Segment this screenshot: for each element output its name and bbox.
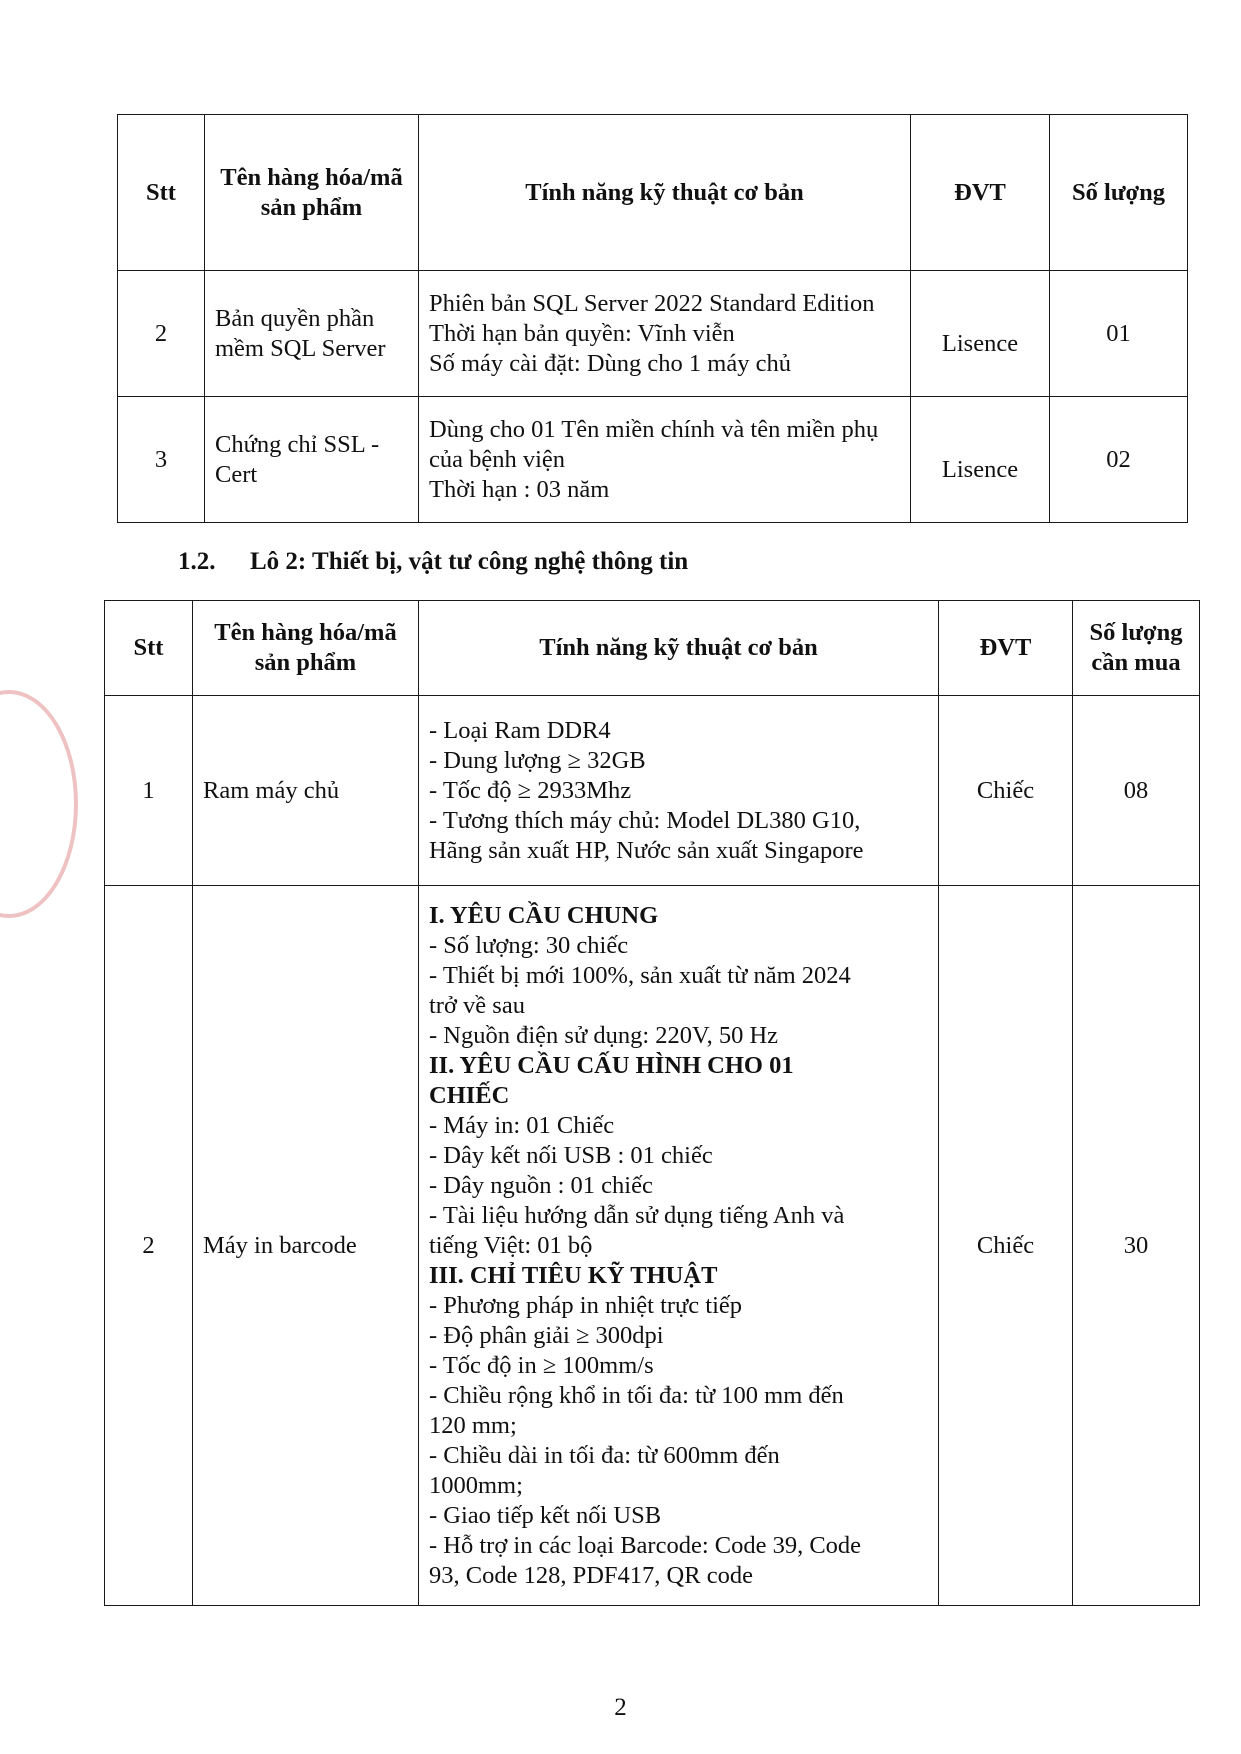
spec-line: - Máy in: 01 Chiếc xyxy=(429,1111,615,1139)
spec-line: tiếng Việt: 01 bộ xyxy=(429,1231,593,1259)
spec-heading: I. YÊU CẦU CHUNG xyxy=(429,901,659,929)
spec-line: Hãng sản xuất HP, Nước sản xuất Singapore xyxy=(429,836,864,864)
row-product-name: Máy in barcode xyxy=(193,886,419,1606)
spec-line: - Loại Ram DDR4 xyxy=(429,716,611,744)
spec-line: - Tốc độ ≥ 2933Mhz xyxy=(429,776,632,804)
header-product-name: Tên hàng hóa/mã sản phẩm xyxy=(193,601,419,696)
spec-line: - Số lượng: 30 chiếc xyxy=(429,931,629,959)
spec-line: Thời hạn bản quyền: Vĩnh viễn xyxy=(429,319,735,347)
header-unit: ĐVT xyxy=(939,601,1073,696)
section-number: 1.2. xyxy=(178,548,216,575)
row-stt: 2 xyxy=(105,886,193,1606)
row-specifications xyxy=(419,886,939,1606)
row-stt: 2 xyxy=(118,271,205,397)
spec-line: - Thiết bị mới 100%, sản xuất từ năm 2024 xyxy=(429,961,851,989)
row-quantity: 02 xyxy=(1050,397,1188,523)
header-specifications: Tính năng kỹ thuật cơ bản xyxy=(419,601,939,696)
header-specifications: Tính năng kỹ thuật cơ bản xyxy=(419,115,911,271)
section-title: Lô 2: Thiết bị, vật tư công nghệ thông tin xyxy=(250,548,689,575)
row-quantity: 01 xyxy=(1050,271,1188,397)
row-specifications xyxy=(419,696,939,886)
spec-line: Số máy cài đặt: Dùng cho 1 máy chủ xyxy=(429,349,791,377)
spec-line: 1000mm; xyxy=(429,1471,523,1499)
spec-line: - Nguồn điện sử dụng: 220V, 50 Hz xyxy=(429,1021,779,1049)
row-unit: Chiếc xyxy=(939,886,1073,1606)
header-quantity: Số lượng xyxy=(1050,115,1188,271)
header-quantity: Số lượng cần mua xyxy=(1073,601,1200,696)
table-header-row xyxy=(105,601,1200,696)
spec-heading: III. CHỈ TIÊU KỸ THUẬT xyxy=(429,1261,718,1289)
spec-line: - Tài liệu hướng dẫn sử dụng tiếng Anh và xyxy=(429,1201,845,1229)
spec-heading: II. YÊU CẦU CẤU HÌNH CHO 01 xyxy=(429,1051,794,1079)
row-product-name: Bản quyền phần mềm SQL Server xyxy=(205,271,419,397)
spec-line: - Chiều rộng khổ in tối đa: từ 100 mm đến xyxy=(429,1381,844,1409)
spec-line: - Dây nguồn : 01 chiếc xyxy=(429,1171,653,1199)
row-quantity: 08 xyxy=(1073,696,1200,886)
spec-heading: CHIẾC xyxy=(429,1081,510,1109)
spec-line: của bệnh viện xyxy=(429,445,566,473)
header-unit: ĐVT xyxy=(911,115,1050,271)
spec-line: - Hỗ trợ in các loại Barcode: Code 39, Code xyxy=(429,1531,862,1559)
spec-line: 120 mm; xyxy=(429,1411,517,1439)
page-number: 2 xyxy=(614,1694,627,1721)
spec-line: - Tốc độ in ≥ 100mm/s xyxy=(429,1351,654,1379)
row-stt: 1 xyxy=(105,696,193,886)
spec-line: trở về sau xyxy=(429,991,525,1019)
spec-line: Dùng cho 01 Tên miền chính và tên miền phụ xyxy=(429,415,879,443)
row-unit: Chiếc xyxy=(939,696,1073,886)
spec-line: Phiên bản SQL Server 2022 Standard Edition xyxy=(429,289,875,317)
table-row xyxy=(118,397,1188,523)
row-product-name: Ram máy chủ xyxy=(193,696,419,886)
row-specifications xyxy=(419,271,911,397)
row-unit: Lisence xyxy=(911,271,1050,397)
table-row xyxy=(105,886,1200,1606)
table-row xyxy=(118,271,1188,397)
row-specifications xyxy=(419,397,911,523)
row-product-name: Chứng chỉ SSL - Cert xyxy=(205,397,419,523)
header-stt: Stt xyxy=(118,115,205,271)
spec-line: Thời hạn : 03 năm xyxy=(429,475,610,503)
spec-line: - Giao tiếp kết nối USB xyxy=(429,1501,662,1529)
red-seal-stamp xyxy=(0,690,78,918)
row-unit: Lisence xyxy=(911,397,1050,523)
table-header-row xyxy=(118,115,1188,271)
spec-line: - Phương pháp in nhiệt trực tiếp xyxy=(429,1291,743,1319)
header-stt: Stt xyxy=(105,601,193,696)
software-license-table xyxy=(117,114,1188,523)
spec-line: 93, Code 128, PDF417, QR code xyxy=(429,1561,753,1589)
it-equipment-table xyxy=(104,600,1200,1606)
spec-line: - Dung lượng ≥ 32GB xyxy=(429,746,646,774)
section-heading xyxy=(178,548,688,576)
header-product-name: Tên hàng hóa/mã sản phẩm xyxy=(205,115,419,271)
spec-line: - Tương thích máy chủ: Model DL380 G10, xyxy=(429,806,861,834)
row-stt: 3 xyxy=(118,397,205,523)
spec-line: - Độ phân giải ≥ 300dpi xyxy=(429,1321,664,1349)
spec-line: - Chiều dài in tối đa: từ 600mm đến xyxy=(429,1441,780,1469)
table-row xyxy=(105,696,1200,886)
row-quantity: 30 xyxy=(1073,886,1200,1606)
spec-line: - Dây kết nối USB : 01 chiếc xyxy=(429,1141,713,1169)
